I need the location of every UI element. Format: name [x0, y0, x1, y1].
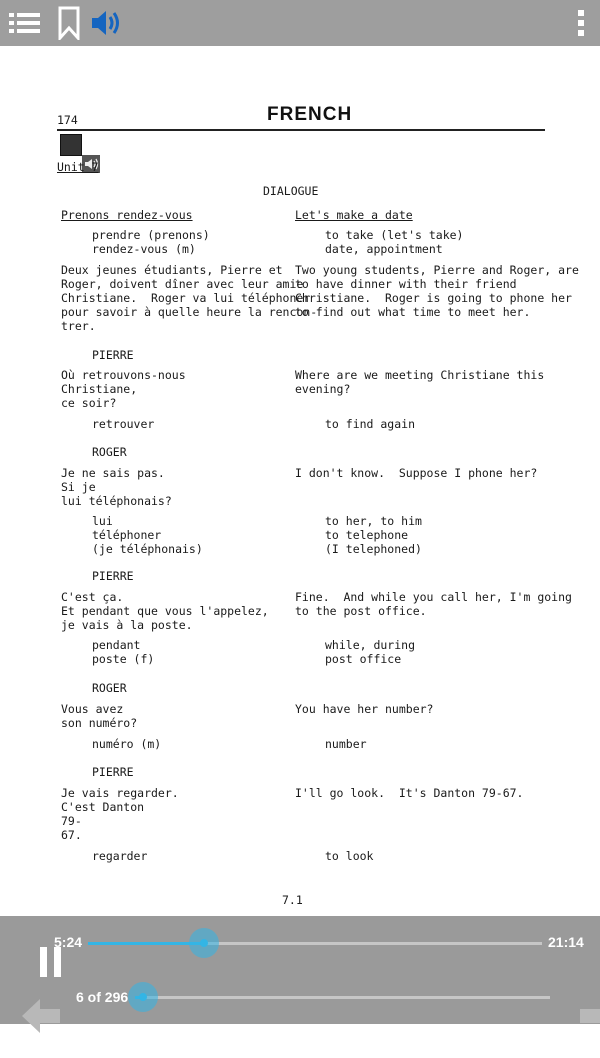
page-number: 174: [57, 113, 78, 127]
title-rule: [57, 129, 545, 131]
page-seek-thumb[interactable]: [128, 982, 158, 1012]
vocab-en: to take (let's take) date, appointment: [325, 228, 464, 256]
vocab-fr: retrouver: [92, 417, 155, 431]
audio-seek-track[interactable]: [88, 942, 542, 945]
vocab-en: to look: [325, 849, 374, 863]
unit-label: Unit 7: [57, 160, 99, 174]
pause-icon[interactable]: [18, 928, 44, 958]
page-seek-track[interactable]: [135, 996, 550, 999]
vocab-en: while, during post office: [325, 638, 416, 666]
audio-seek-fill: [88, 942, 204, 945]
audio-speaker-icon[interactable]: [60, 134, 82, 156]
document-page: [0, 46, 600, 916]
page-indicator: 6 of 296: [76, 989, 129, 1005]
vocab-en: number: [325, 737, 367, 751]
line-fr: Où retrouvons-nous Christiane, ce soir?: [61, 368, 186, 410]
vocab-fr: prendre (prenons) rendez-vous (m): [92, 228, 210, 256]
line-en: You have her number?: [295, 702, 434, 716]
line-fr: Je ne sais pas. Si je lui téléphonais?: [61, 466, 172, 508]
menu-icon[interactable]: [8, 0, 42, 46]
speaker-label: ROGER: [92, 445, 127, 459]
dialogue-title-en: Let's make a date: [295, 208, 413, 222]
vocab-fr: regarder: [92, 849, 148, 863]
intro-fr: Deux jeunes étudiants, Pierre et Roger, doivent dîner avec leur amie Christiane. Roger va lui téléphoner pour savoir à quelle heure la rencon- trer.: [61, 263, 318, 333]
vocab-fr: numéro (m): [92, 737, 162, 751]
speaker-label: PIERRE: [92, 765, 134, 779]
player-bar: [0, 916, 600, 1024]
vocab-fr: lui téléphoner (je téléphonais): [92, 514, 203, 556]
speaker-label: ROGER: [92, 681, 127, 695]
overflow-icon[interactable]: [574, 0, 588, 46]
bookmark-icon[interactable]: [56, 0, 82, 46]
elapsed-time: 5:24: [54, 934, 83, 950]
dialogue-title-fr: Prenons rendez-vous: [61, 208, 193, 222]
line-en: Fine. And while you call her, I'm going to the post office.: [295, 590, 572, 618]
vocab-en: to her, to him to telephone (I telephoned): [325, 514, 422, 556]
speaker-label: PIERRE: [92, 348, 134, 362]
line-fr: Vous avez son numéro?: [61, 702, 138, 730]
line-en: I'll go look. It's Danton 79-67.: [295, 786, 524, 800]
line-en: I don't know. Suppose I phone her?: [295, 466, 538, 480]
page-title: FRENCH: [267, 104, 353, 125]
section-heading: DIALOGUE: [263, 184, 319, 198]
line-fr: C'est ça. Et pendant que vous l'appelez, je vais à la poste.: [61, 590, 269, 632]
next-page-icon[interactable]: [560, 978, 598, 1016]
page-footer: 7.1: [282, 893, 303, 907]
line-en: Where are we meeting Christiane this evening?: [295, 368, 545, 396]
top-toolbar: [0, 0, 600, 46]
total-time: 21:14: [548, 934, 584, 950]
vocab-en: to find again: [325, 417, 416, 431]
prev-page-icon[interactable]: [2, 978, 40, 1016]
line-fr: Je vais regarder. C'est Danton 79- 67.: [61, 786, 179, 842]
speaker-label: PIERRE: [92, 569, 134, 583]
intro-en: Two young students, Pierre and Roger, are to have dinner with their friend Christiane. Roger is going to phone her to find out what time to meet her.: [295, 263, 579, 319]
vocab-fr: pendant poste (f): [92, 638, 155, 666]
audio-seek-thumb[interactable]: [189, 928, 219, 958]
volume-icon[interactable]: [90, 0, 124, 46]
